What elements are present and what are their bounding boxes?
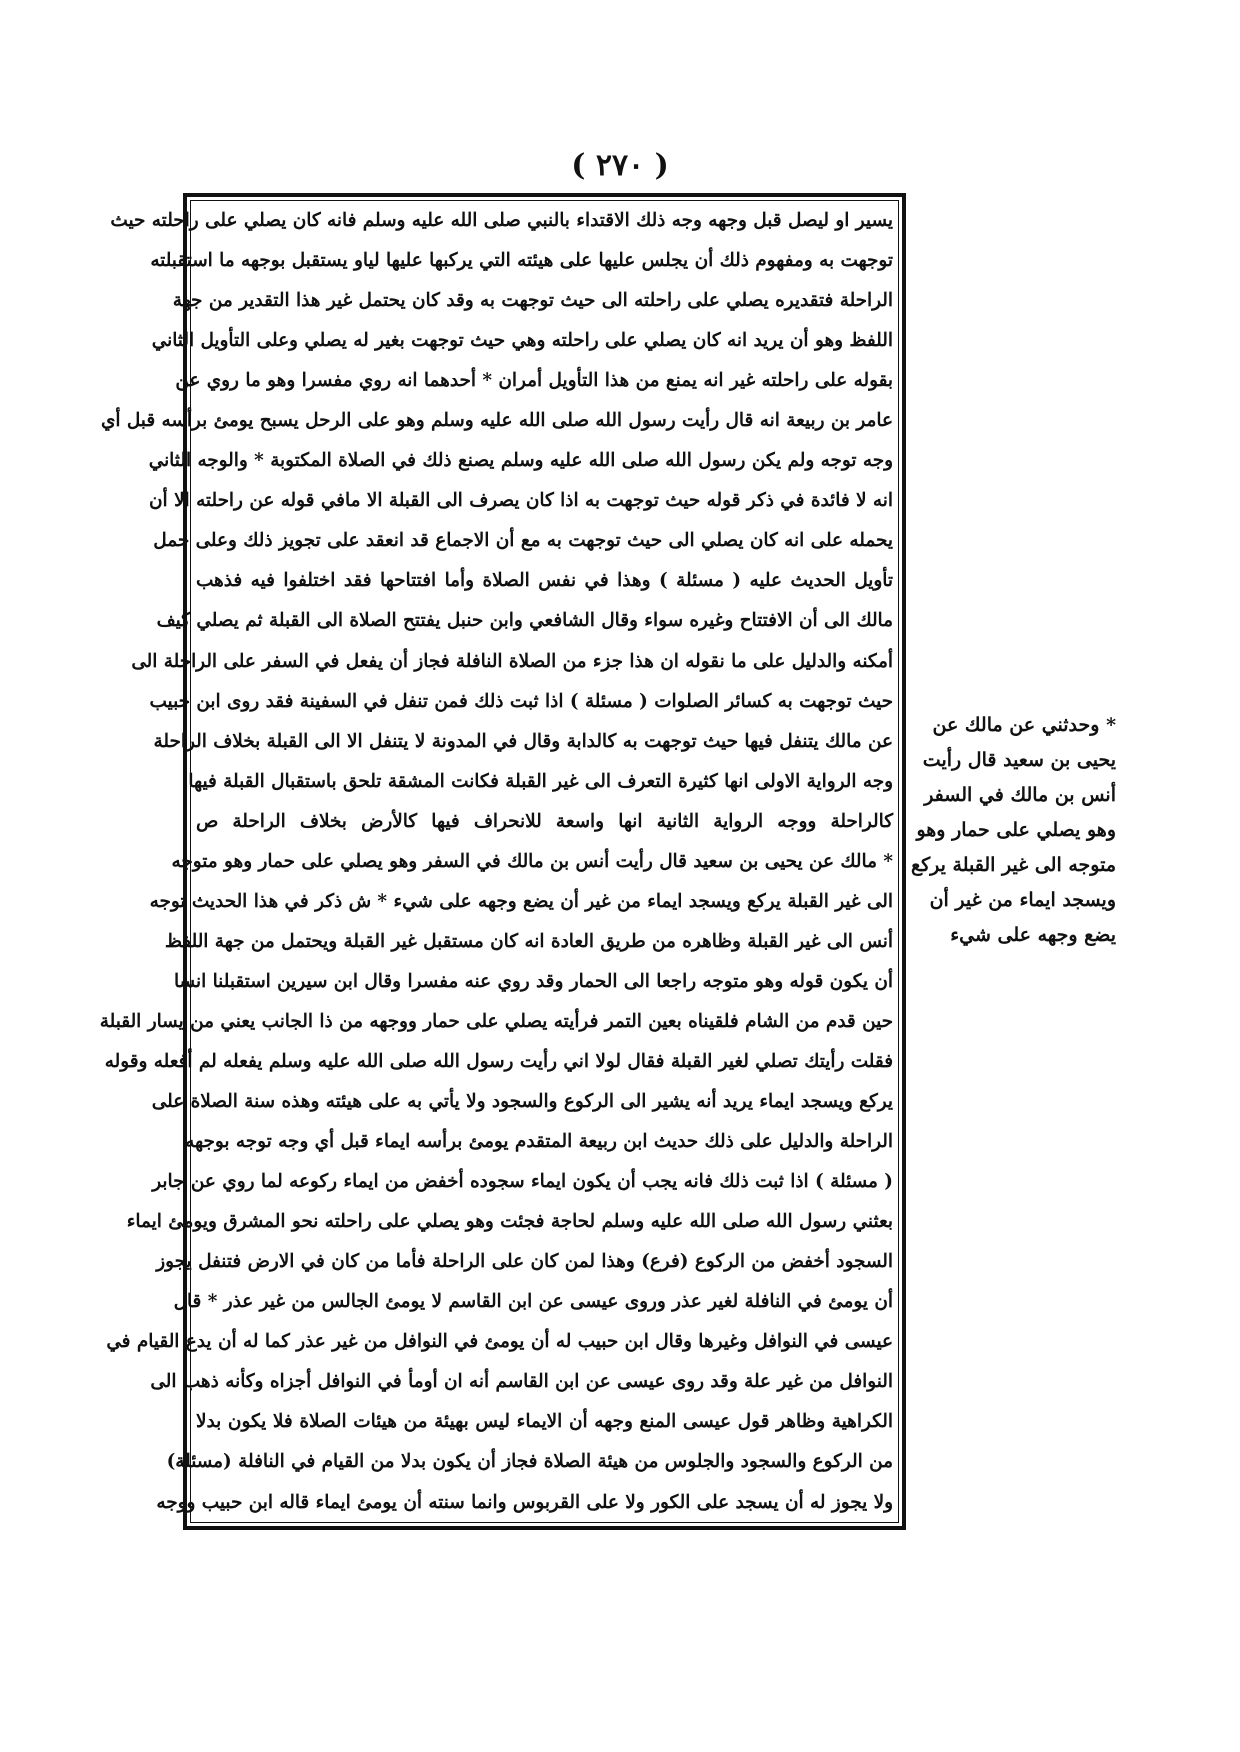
text-line: حيث توجهت به كسائر الصلوات ( مسئلة ) اذا ثبت ذلك فمن تنفل في السفينة فقد روى ابن حبيب (149, 690, 893, 712)
text-line: أن يكون قوله وهو متوجه راجعا الى الحمار وقد روي عنه مفسرا وقال ابن سيرين استقبلنا انسا (173, 970, 893, 992)
margin-note-line: وهو يصلي على حمار وهو (916, 819, 1116, 841)
text-line: السجود أخفض من الركوع (فرع) وهذا لمن كان على الراحلة فأما من كان في الارض فتنفل يجوز (156, 1251, 893, 1273)
page-number: ( ٢٧٠ ) (571, 148, 669, 183)
text-line: الراحلة والدليل على ذلك حديث ابن ربيعة المتقدم يومئ برأسه ايماء قبل أي وجه توجه بوجهه (185, 1131, 893, 1153)
text-line: أنس الى غير القبلة وظاهره من طريق العادة انه كان مستقبل غير القبلة ويحتمل من جهة اللفظ (164, 930, 893, 952)
text-line: يسير او ليصل قبل وجهه وجه ذلك الاقتداء بالنبي صلى الله عليه وسلم فانه كان يصلي على راحلته حيث (110, 210, 893, 231)
text-line: النوافل من غير علة وقد روى عيسى عن ابن القاسم أنه ان أومأ في النوافل أجزاه وكأنه ذهب الى (150, 1371, 893, 1393)
margin-note-line: ويسجد ايماء من غير أن (929, 889, 1116, 911)
text-line: انه لا فائدة في ذكر قوله حيث توجهت به اذا كان يصرف الى القبلة الا مافي قوله عن راحلته الا أن (149, 490, 893, 512)
text-line: عامر بن ربيعة انه قال رأيت رسول الله صلى الله عليه وسلم وهو على الرحل يسبح يومئ برأسه قبل أي (100, 410, 893, 432)
text-line: الكراهية وظاهر قول عيسى المنع وجهه أن الايماء ليس بهيئة من هيئات الصلاة فلا يكون بدلا (196, 1411, 893, 1433)
text-line: بعثني رسول الله صلى الله عليه وسلم لحاجة فجئت وهو يصلي على راحلته نحو المشرق ويومئ ايماء (126, 1211, 893, 1233)
margin-note-line: * وحدثني عن مالك عن (932, 714, 1116, 736)
text-line: بقوله على راحلته غير انه يمنع من هذا التأويل أمران * أحدهما انه روي مفسرا وهو ما روي عن (175, 370, 893, 392)
text-line: أمكنه والدليل على ما نقوله ان هذا جزء من الصلاة النافلة فجاز أن يفعل في السفر على الراحلة الى (131, 650, 893, 672)
text-line: يحمله على انه كان يصلي الى حيث توجهت به مع أن الاجماع قد انعقد على تجويز ذلك وعلى حمل (153, 530, 893, 552)
text-line: حين قدم من الشام فلقيناه بعين التمر فرأيته يصلي على حمار ووجهه من ذا الجانب يعني من يسار القبلة (99, 1010, 893, 1032)
text-line: يركع ويسجد ايماء يريد أنه يشير الى الركوع والسجود ولا يأتي به على هيئته وهذه سنة الصلاة على (151, 1091, 893, 1113)
text-line: كالراحلة ووجه الرواية الثانية انها واسعة للانحراف فيها كالأرض بخلاف الراحلة ص (196, 810, 893, 832)
text-line: توجهت به ومفهوم ذلك أن يجلس عليها على هيئته التي يركبها عليها لياو يستقبل بوجهه ما استقبلته (150, 250, 893, 272)
text-line: عيسى في النوافل وغيرها وقال ابن حبيب له أن يومئ في النوافل من غير عذر كما له أن يدع القيام في (106, 1331, 893, 1353)
commentary-text-block (99, 201, 893, 1523)
text-line: ( مسئلة ) اذا ثبت ذلك فانه يجب أن يكون ايماء سجوده أخفض من ايماء ركوعه لما روي عن جابر (152, 1171, 893, 1193)
text-line: اللفظ وهو أن يريد انه كان يصلي على راحلته وهي حيث توجهت بغير له يصلي وعلى التأويل الثاني (151, 330, 893, 352)
margin-note-line: متوجه الى غير القبلة يركع (911, 854, 1116, 876)
text-line: مالك الى أن الافتتاح وغيره سواء وقال الشافعي وابن حنبل يفتتح الصلاة الى القبلة ثم يصلي كيف (156, 610, 893, 632)
text-line: الى غير القبلة يركع ويسجد ايماء من غير أن يضع وجهه على شيء * ش ذكر في هذا الحديث توجه (149, 890, 893, 912)
margin-note-line: يحيى بن سعيد قال رأيت (922, 749, 1116, 771)
text-line: وجه الرواية الاولى انها كثيرة التعرف الى غير القبلة فكانت المشقة تلحق باستقبال القبلة فيها (188, 770, 893, 792)
margin-note-line: أنس بن مالك في السفر (924, 784, 1116, 806)
margin-note-line: يضع وجهه على شيء (950, 924, 1116, 946)
margin-hadith-note (911, 708, 1116, 953)
text-line: ولا يجوز له أن يسجد على الكور ولا على القربوس وانما سنته أن يومئ ايماء قاله ابن حبيب ووجه (156, 1491, 893, 1513)
text-line: أن يومئ في النافلة لغير عذر وروى عيسى عن ابن القاسم لا يومئ الجالس من غير عذر * قال (173, 1291, 893, 1313)
text-line: عن مالك يتنفل فيها حيث توجهت به كالدابة وقال في المدونة لا يتنفل الا الى القبلة بخلاف الراحلة (153, 730, 893, 752)
text-line: تأويل الحديث عليه ( مسئلة ) وهذا في نفس الصلاة وأما افتتاحها فقد اختلفوا فيه فذهب (196, 570, 893, 592)
text-line: * مالك عن يحيى بن سعيد قال رأيت أنس بن مالك في السفر وهو يصلي على حمار وهو متوجه (171, 850, 893, 872)
text-line: وجه توجه ولم يكن رسول الله صلى الله عليه وسلم يصنع ذلك في الصلاة المكتوبة * والوجه الثاني (148, 450, 893, 472)
text-line: فقلت رأيتك تصلي لغير القبلة فقال لولا اني رأيت رسول الله صلى الله عليه وسلم يفعله لم أفعله وقوله (104, 1050, 893, 1072)
text-line: من الركوع والسجود والجلوس من هيئة الصلاة فجاز أن يكون بدلا من القيام في النافلة (مسئلة) (166, 1451, 893, 1473)
text-line: الراحلة فتقديره يصلي على راحلته الى حيث توجهت به وقد كان يحتمل غير هذا التقدير من جهة (172, 290, 893, 312)
